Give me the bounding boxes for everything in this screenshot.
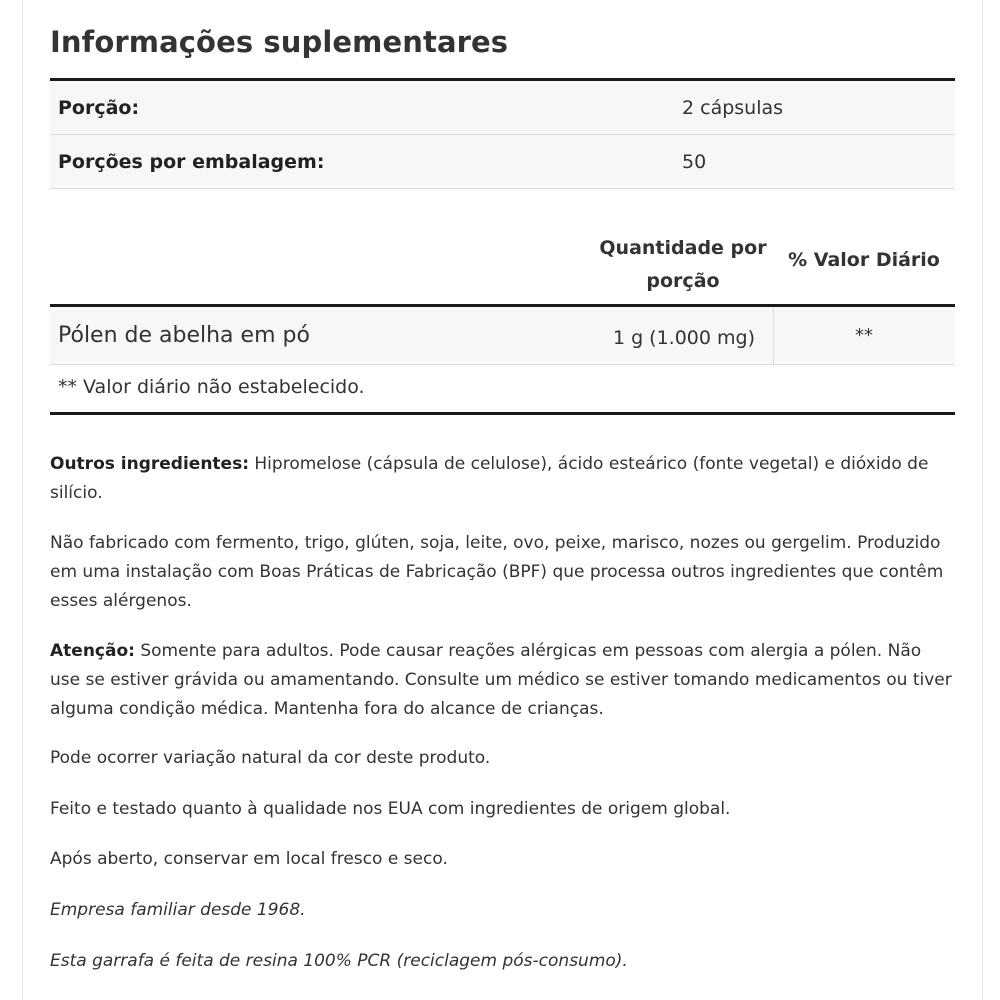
daily-value-header: % Valor Diário xyxy=(788,249,940,271)
section-title: Informações suplementares xyxy=(50,25,509,59)
color-variation-note: Pode ocorrer variação natural da cor deste produto. xyxy=(50,748,491,768)
other-ingredients-paragraph xyxy=(50,450,955,508)
serving-size-row xyxy=(50,81,955,135)
warning-paragraph xyxy=(50,637,955,724)
bottle-note: Esta garrafa é feita de resina 100% PCR (reciclagem pós-consumo). xyxy=(50,951,628,971)
serving-size-label: Porção: xyxy=(58,97,140,119)
right-border xyxy=(982,0,983,1000)
servings-per-container-label: Porções por embalagem: xyxy=(58,151,325,173)
ingredient-amount: 1 g (1.000 mg) xyxy=(612,327,755,349)
serving-table xyxy=(50,78,955,189)
footnote-row xyxy=(50,362,955,415)
storage-note: Após aberto, conservar em local fresco e seco. xyxy=(50,849,448,869)
warning-label: Atenção: xyxy=(50,641,135,661)
ingredient-name: Pólen de abelha em pó xyxy=(58,323,310,348)
servings-per-container-row xyxy=(50,135,955,189)
other-ingredients-text: Hipromelose (cápsula de celulose), ácido esteárico (fonte vegetal) e dióxido de silício. xyxy=(50,454,929,503)
servings-per-container-value: 50 xyxy=(682,151,707,173)
other-ingredients-label: Outros ingredientes: xyxy=(50,454,249,474)
made-in-note: Feito e testado quanto à qualidade nos EUA com ingredientes de origem global. xyxy=(50,799,731,819)
serving-size-value: 2 cápsulas xyxy=(682,97,784,119)
daily-value-footnote: ** Valor diário não estabelecido. xyxy=(58,376,365,398)
family-company-note: Empresa familiar desde 1968. xyxy=(50,900,306,920)
allergen-statement: Não fabricado com fermento, trigo, glúten, soja, leite, ovo, peixe, marisco, nozes ou gergelim. Produzido em uma instalação com Boas Práticas de Fabricação (BPF) que processa outros ingredientes que contêm esses alérgenos. xyxy=(50,533,944,611)
warning-text: Somente para adultos. Pode causar reações alérgicas em pessoas com alergia a pólen. Não use se estiver grávida ou amamentando. Consulte um médico se estiver tomando medicamentos ou tiver alguma condição médica. Mantenha fora do alcance de crianças. xyxy=(50,641,952,719)
facts-header-row xyxy=(50,228,955,304)
quantity-per-serving-header: Quantidade por porção xyxy=(599,237,767,292)
table-row xyxy=(50,304,955,365)
left-border xyxy=(22,0,23,1000)
ingredient-daily-value: ** xyxy=(855,325,873,346)
